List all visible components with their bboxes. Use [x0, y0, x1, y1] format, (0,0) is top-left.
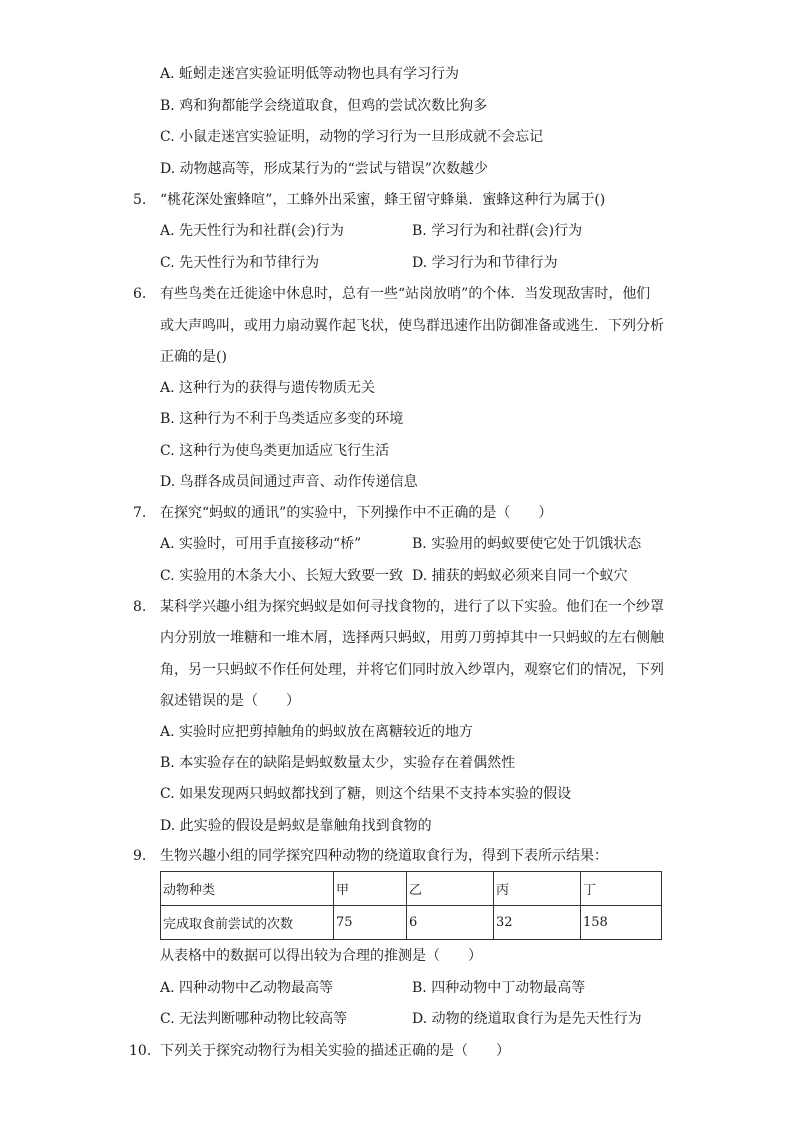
table-cell: 158: [581, 906, 662, 940]
q8-stem-line4: 叙述错误的是（ ）: [160, 693, 300, 709]
table-cell: 75: [334, 906, 407, 940]
q4-option-c: C. 小鼠走迷宫实验证明，动物的学习行为一旦形成就不会忘记: [160, 129, 544, 145]
q7-stem: 在探究“蚂蚁的通讯”的实验中，下列操作中不正确的是（ ）: [160, 505, 553, 521]
q6-stem-line3: 正确的是(): [160, 349, 227, 365]
q9-option-a: A. 四种动物中乙动物最高等: [160, 980, 334, 996]
table-cell: 6: [407, 906, 494, 940]
table-header-cell: 丙: [494, 872, 581, 906]
table-header-row: [161, 872, 662, 906]
q7-option-a: A. 实验时，可用手直接移动“桥”: [160, 536, 362, 552]
q8-stem-line3: 角，另一只蚂蚁不作任何处理，并将它们同时放入纱罩内，观察它们的情况，下列: [160, 662, 664, 678]
q8-stem-line1: 某科学兴趣小组为探究蚂蚁是如何寻找食物的，进行了以下实验。他们在一个纱罩: [160, 599, 664, 615]
q9-option-c: C. 无法判断哪种动物比较高等: [160, 1011, 348, 1027]
q6-number: 6.: [133, 286, 147, 302]
q8-option-c: C. 如果发现两只蚂蚁都找到了糖，则这个结果不支持本实验的假设: [160, 786, 572, 802]
q8-option-d: D. 此实验的假设是蚂蚁是靠触角找到食物的: [160, 818, 432, 834]
q5-option-a: A. 先天性行为和社群(会)行为: [160, 223, 344, 239]
q9-option-d: D. 动物的绕道取食行为是先天性行为: [412, 1011, 642, 1027]
q9-data-table: [160, 871, 662, 940]
q5-number: 5.: [133, 192, 147, 208]
q4-option-a: A. 蚯蚓走迷宫实验证明低等动物也具有学习行为: [160, 66, 460, 82]
table-cell: 32: [494, 906, 581, 940]
q9-option-b: B. 四种动物中丁动物最高等: [412, 980, 586, 996]
table-header-cell: 甲: [334, 872, 407, 906]
q5-option-d: D. 学习行为和节律行为: [412, 255, 558, 271]
q6-stem-line2: 或大声鸣叫，或用力扇动翼作起飞状，使鸟群迅速作出防御准备或逃生．下列分析: [160, 318, 664, 334]
table-cell: 完成取食前尝试的次数: [161, 906, 334, 940]
q8-stem-line2: 内分别放一堆糖和一堆木屑，选择两只蚂蚁，用剪刀剪掉其中一只蚂蚁的左右侧触: [160, 630, 664, 646]
table-row: [161, 906, 662, 940]
q7-option-b: B. 实验用的蚂蚁要使它处于饥饿状态: [412, 536, 642, 552]
q8-option-a: A. 实验时应把剪掉触角的蚂蚁放在离糖较近的地方: [160, 724, 474, 740]
q9-number: 9.: [133, 848, 147, 864]
q8-number: 8.: [133, 599, 147, 615]
q5-option-b: B. 学习行为和社群(会)行为: [412, 223, 583, 239]
q5-stem: “桃花深处蜜蜂喧”，工蜂外出采蜜，蜂王留守蜂巢．蜜蜂这种行为属于(): [160, 192, 606, 208]
q6-option-c: C. 这种行为使鸟类更加适应飞行生活: [160, 443, 390, 459]
q7-number: 7.: [133, 505, 147, 521]
q10-number: 10.: [129, 1043, 152, 1059]
q6-option-a: A. 这种行为的获得与遗传物质无关: [160, 380, 376, 396]
q9-stem: 生物兴趣小组的同学探究四种动物的绕道取食行为，得到下表所示结果：: [160, 848, 608, 864]
table-header-cell: 动物种类: [161, 872, 334, 906]
q4-option-b: B. 鸡和狗都能学会绕道取食，但鸡的尝试次数比狗多: [160, 98, 488, 114]
q4-option-d: D. 动物越高等，形成某行为的“尝试与错误”次数越少: [160, 161, 488, 177]
q5-option-c: C. 先天性行为和节律行为: [160, 255, 320, 271]
q8-option-b: B. 本实验存在的缺陷是蚂蚁数量太少，实验存在着偶然性: [160, 755, 516, 771]
q10-stem: 下列关于探究动物行为相关实验的描述正确的是（ ）: [160, 1043, 510, 1059]
table-header-cell: 丁: [581, 872, 662, 906]
q7-option-c: C. 实验用的木条大小、长短大致要一致: [160, 568, 404, 584]
table-header-cell: 乙: [407, 872, 494, 906]
q9-question: 从表格中的数据可以得出较为合理的推测是（ ）: [160, 948, 482, 964]
q6-stem-line1: 有些鸟类在迁徙途中休息时，总有一些“站岗放哨”的个体．当发现敌害时，他们: [160, 286, 651, 302]
q6-option-b: B. 这种行为不利于鸟类适应多变的环境: [160, 411, 404, 427]
q6-option-d: D. 鸟群各成员间通过声音、动作传递信息: [160, 474, 418, 490]
q7-option-d: D. 捕获的蚂蚁必须来自同一个蚁穴: [412, 568, 628, 584]
